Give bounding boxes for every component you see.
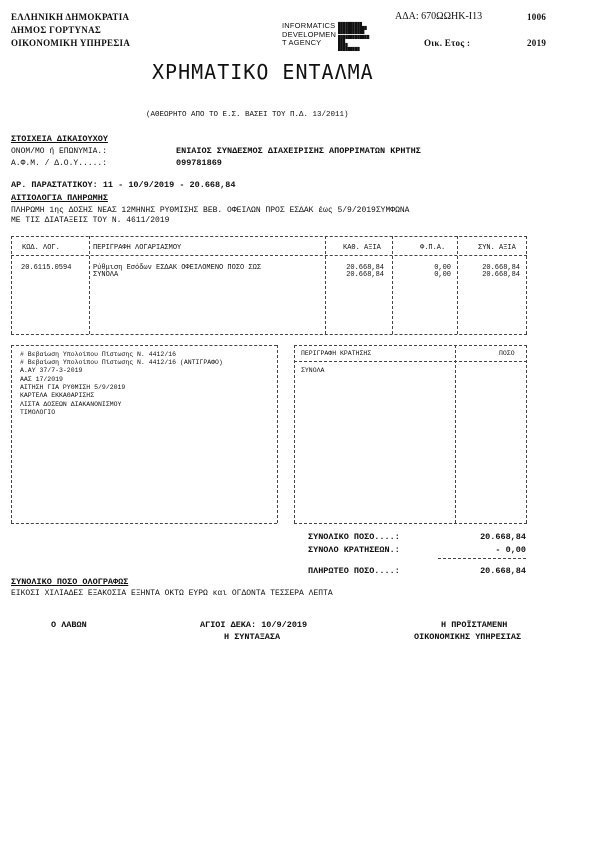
beneficiary-name-label: ΟΝΟΜ/ΜΟ ή ΕΠΩΝΥΜΙΑ.: [11,147,108,156]
document-subtitle: (ΑΘΕΩΡΗΤΟ ΑΠΟ ΤΟ Ε.Σ. ΒΑΣΕΙ ΤΟΥ Π.Δ. 13/2011) [146,111,349,119]
beneficiary-name-value: ΕΝΙΑΙΟΣ ΣΥΝΔΕΣΜΟΣ ΔΙΑΧΕΙΡΙΣΗΣ ΑΠΟΡΡΙΜΑΤΩΝ ΚΡΗΤΗΣ [176,146,421,156]
place-date: ΑΓΙΟΙ ΔΕΚΑ: 10/9/2019 [200,620,308,630]
column-header: ΚΑΘ. ΑΞΙΑ [343,244,381,252]
attachment-item: ΑΑΣ 17/2019 [20,376,63,383]
logo-line: T AGENCY [282,38,322,47]
attachment-item: # Βεβαίωση Υπολοίπου Πίστωσης Ν. 4412/16 [20,351,177,358]
column-header: ΣΥΝ. ΑΞΙΑ [478,244,516,252]
column-header: ΠΟΣΟ [499,350,515,357]
logo-line: INFORMATICS [282,21,336,30]
informatics-agency-logo [282,22,336,48]
attachment-item: Α.ΑΥ 37/7-3-2019 [20,367,83,374]
net-value: 20.668,84 [346,264,384,272]
fiscal-year-label: Οικ. Ετος : [424,38,471,48]
fiscal-year-value: 2019 [527,38,547,48]
logo-line: DEVELOPMEN [282,29,337,39]
column-header: ΠΕΡΙΓΡΑΦΗ ΛΟΓΑΡΙΑΣΜΟΥ [93,244,182,252]
afm-label: Α.Φ.Μ. / Δ.Ο.Υ.....: [11,159,108,168]
receiver-signature-label: Ο ΛΑΒΩΝ [51,620,87,630]
authority-line: ΟΙΚΟΝΟΜΙΚΗ ΥΠΗΡΕΣΙΑ [11,38,131,48]
document-title: ΧΡΗΜΑΤΙΚΟ ΕΝΤΑΛΜΑ [152,60,374,84]
attachment-item: ΑΙΤΗΣΗ ΓΙΑ ΡΥΘΜΙΣΗ 5/9/2019 [20,384,126,391]
account-description: Ρύθμιση Εσόδων ΕΣΔΑΚ ΟΦΕΙΛΟΜΕΝΟ ΠΟΣΟ ΣΩΣ [93,264,262,272]
attachment-item: ΛΙΣΤΑ ΔΟΣΕΩΝ ΔΙΑΚΑΝΟΝΙΣΜΟΥ [20,401,122,408]
deduction-row-label: ΣΥΝΟΛΑ [301,367,325,374]
deductions-amount: - 0,00 [495,545,526,555]
vat-value: 0,00 [434,271,451,279]
amount-in-words-title: ΣΥΝΟΛΙΚΟ ΠΟΣΟ ΟΛΟΓΡΑΦΩΣ [11,577,129,587]
ada-stamp: ΑΔΑ: 670ΩΩΗΚ-Ι13 [395,11,483,22]
composer-signature-label: Η ΣΥΝΤΑΞΑΣΑ [224,632,281,642]
justification-section-title: ΑΙΤΙΟΛΟΓΙΑ ΠΛΗΡΩΜΗΣ [11,193,108,203]
head-signature-line: ΟΙΚΟΝΟΜΙΚΗΣ ΥΠΗΡΕΣΙΑΣ [414,632,522,642]
voucher-line: ΑΡ. ΠΑΡΑΣΤΑΤΙΚΟΥ: 11 - 10/9/2019 - 20.668,84 [11,180,236,190]
total-value: 20.668,84 [482,264,520,272]
payable-amount: 20.668,84 [480,566,526,576]
logo-fine-print: ██████████ ████████████ ███████████ █████████████ ███ ████ █████████ [338,22,370,52]
column-header: ΚΩΔ. ΛΟΓ. [22,244,60,252]
total-amount: 20.668,84 [480,532,526,542]
attachment-item: ΚΑΡΤΕΛΑ ΕΚΚΑΘΑΡΙΣΗΣ [20,392,95,399]
afm-value: 099781869 [176,158,222,168]
deductions-label: ΣΥΝΟΛΟ ΚΡΑΤΗΣΕΩΝ.: [308,545,400,555]
justification-line: ΠΛΗΡΩΜΗ 1ης ΔΟΣΗΣ ΝΕΑΣ 12ΜΗΝΗΣ ΡΥΘΜΙΣΗΣ ΒΕΒ. ΟΦΕΙΛΩΝ ΠΡΟΣ ΕΣΔΑΚ έως 5/9/2019ΣΥΜΦΩΝΑ [11,206,410,215]
amount-in-words-text: ΕΙΚΟΣΙ ΧΙΛΙΑΔΕΣ ΕΞΑΚΟΣΙΑ ΕΞΗΝΤΑ ΟΚΤΩ ΕΥΡΩ και ΟΓΔΟΝΤΑ ΤΕΣΣΕΡΑ ΛΕΠΤΑ [11,589,333,598]
total-label: ΣΥΝΟΛΙΚΟ ΠΟΣΟ....: [308,532,400,542]
total-value: 20.668,84 [482,271,520,279]
authority-line: ΕΛΛΗΝΙΚΗ ΔΗΜΟΚΡΑΤΙΑ [11,12,130,22]
vat-value: 0,00 [434,264,451,272]
beneficiary-section-title: ΣΤΟΙΧΕΙΑ ΔΙΚΑΙΟΥΧΟΥ [11,134,108,144]
justification-line: ΜΕ ΤΙΣ ΔΙΑΤΑΞΕΙΣ ΤΟΥ Ν. 4611/2019 [11,216,170,225]
attachment-item: ΤΙΜΟΛΟΓΙΟ [20,409,56,416]
account-code: 20.6115.0594 [21,264,72,272]
net-value: 20.668,84 [346,271,384,279]
document-number: 1006 [527,12,547,22]
head-signature-line: Η ΠΡΟΪΣΤΑΜΕΝΗ [441,620,508,630]
authority-line: ΔΗΜΟΣ ΓΟΡΤΥΝΑΣ [11,25,102,35]
column-header: ΠΕΡΙΓΡΑΦΗ ΚΡΑΤΗΣΗΣ [301,350,372,357]
column-header: Φ.Π.Α. [420,244,446,252]
payable-label: ΠΛΗΡΩΤΕΟ ΠΟΣΟ....: [308,566,400,576]
attachment-item: # Βεβαίωση Υπολοίπου Πίστωσης Ν. 4412/16 (ΑΝΤΙΓΡΑΦΟ) [20,359,223,366]
account-description: ΣΥΝΟΛΑ [93,271,119,279]
